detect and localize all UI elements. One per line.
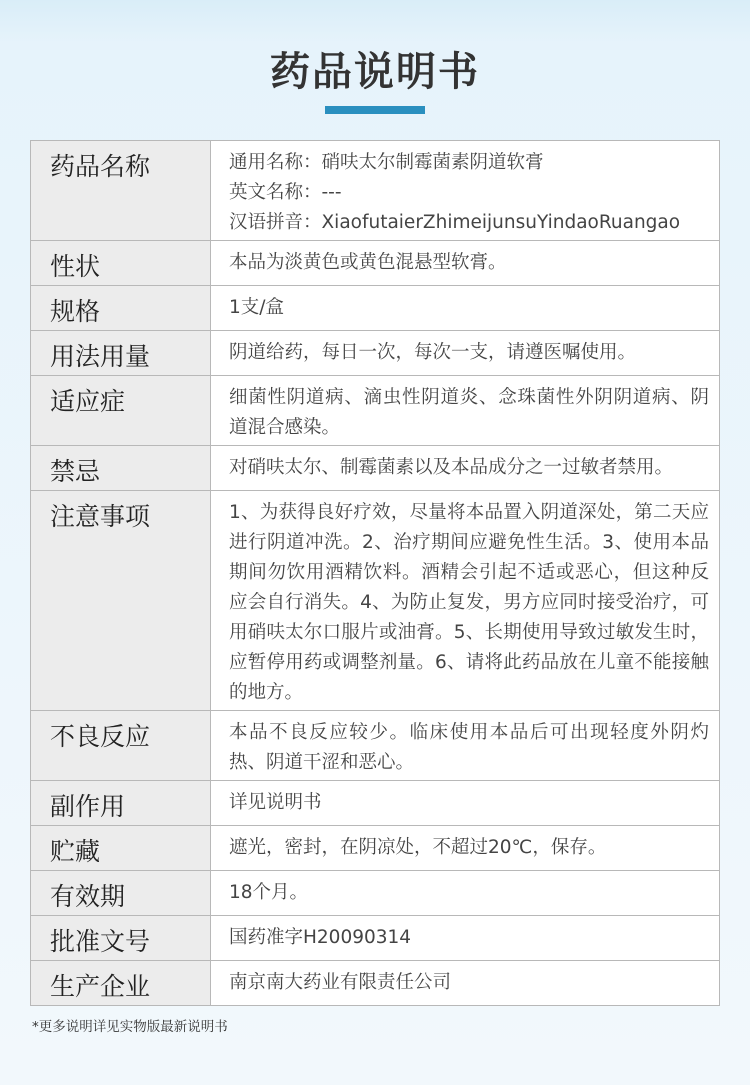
table-row-appearance: [31, 241, 719, 286]
row-value: 1支/盒: [211, 286, 719, 330]
row-value: 阴道给药，每日一次，每次一支，请遵医嘱使用。: [211, 331, 719, 375]
title-underline: [325, 106, 425, 114]
table-row-validity: [31, 871, 719, 916]
table-row-storage: [31, 826, 719, 871]
row-value: 详见说明书: [211, 781, 719, 825]
table-row-drug-name: [31, 141, 719, 241]
table-row-dosage: [31, 331, 719, 376]
row-label: 适应症: [31, 376, 211, 445]
row-label: 禁忌: [31, 446, 211, 490]
table-row-approval-number: [31, 916, 719, 961]
row-label: 有效期: [31, 871, 211, 915]
footnote: *更多说明详见实物版最新说明书: [32, 1019, 228, 1035]
row-value: 18个月。: [211, 871, 719, 915]
table-row-adverse-reactions: [31, 711, 719, 781]
row-label: 贮藏: [31, 826, 211, 870]
row-label: 药品名称: [31, 141, 211, 240]
row-value: [211, 141, 719, 240]
row-value: 细菌性阴道病、滴虫性阴道炎、念珠菌性外阴阴道病、阴道混合感染。: [211, 376, 719, 445]
generic-name-line: 通用名称：硝呋太尔制霉菌素阴道软膏: [229, 152, 544, 173]
row-label: 用法用量: [31, 331, 211, 375]
pinyin-name-line: 汉语拼音：XiaofutaierZhimeijunsuYindaoRuangao: [229, 212, 681, 233]
row-value: 1、为获得良好疗效，尽量将本品置入阴道深处，第二天应进行阴道冲洗。2、治疗期间应避免性生活。3、使用本品期间勿饮用酒精饮料。酒精会引起不适或恶心，但这种反应会自行消失。4、为防止复发，男方应同时接受治疗，可用硝呋太尔口服片或油膏。5、长期使用导致过敏发生时，应暂停用药或调整剂量。6、请将此药品放在儿童不能接触的地方。: [211, 491, 719, 710]
row-value: 南京南大药业有限责任公司: [211, 961, 719, 1005]
table-row-contraindications: [31, 446, 719, 491]
row-value: 国药准字H20090314: [211, 916, 719, 960]
row-label: 副作用: [31, 781, 211, 825]
table-row-side-effects: [31, 781, 719, 826]
table-row-precautions: [31, 491, 719, 711]
row-value: 本品为淡黄色或黄色混悬型软膏。: [211, 241, 719, 285]
row-label: 批准文号: [31, 916, 211, 960]
row-label: 注意事项: [31, 491, 211, 710]
row-label: 不良反应: [31, 711, 211, 780]
row-label: 性状: [31, 241, 211, 285]
row-value: 对硝呋太尔、制霉菌素以及本品成分之一过敏者禁用。: [211, 446, 719, 490]
english-name-line: 英文名称：---: [229, 182, 342, 203]
table-row-manufacturer: [31, 961, 719, 1006]
row-label: 规格: [31, 286, 211, 330]
row-value: 遮光，密封，在阴凉处，不超过20℃，保存。: [211, 826, 719, 870]
drug-info-table: [30, 140, 720, 1006]
row-label: 生产企业: [31, 961, 211, 1005]
table-row-indications: [31, 376, 719, 446]
table-row-specification: [31, 286, 719, 331]
page-title: 药品说明书: [270, 49, 480, 95]
row-value: 本品不良反应较少。临床使用本品后可出现轻度外阴灼热、阴道干涩和恶心。: [211, 711, 719, 780]
